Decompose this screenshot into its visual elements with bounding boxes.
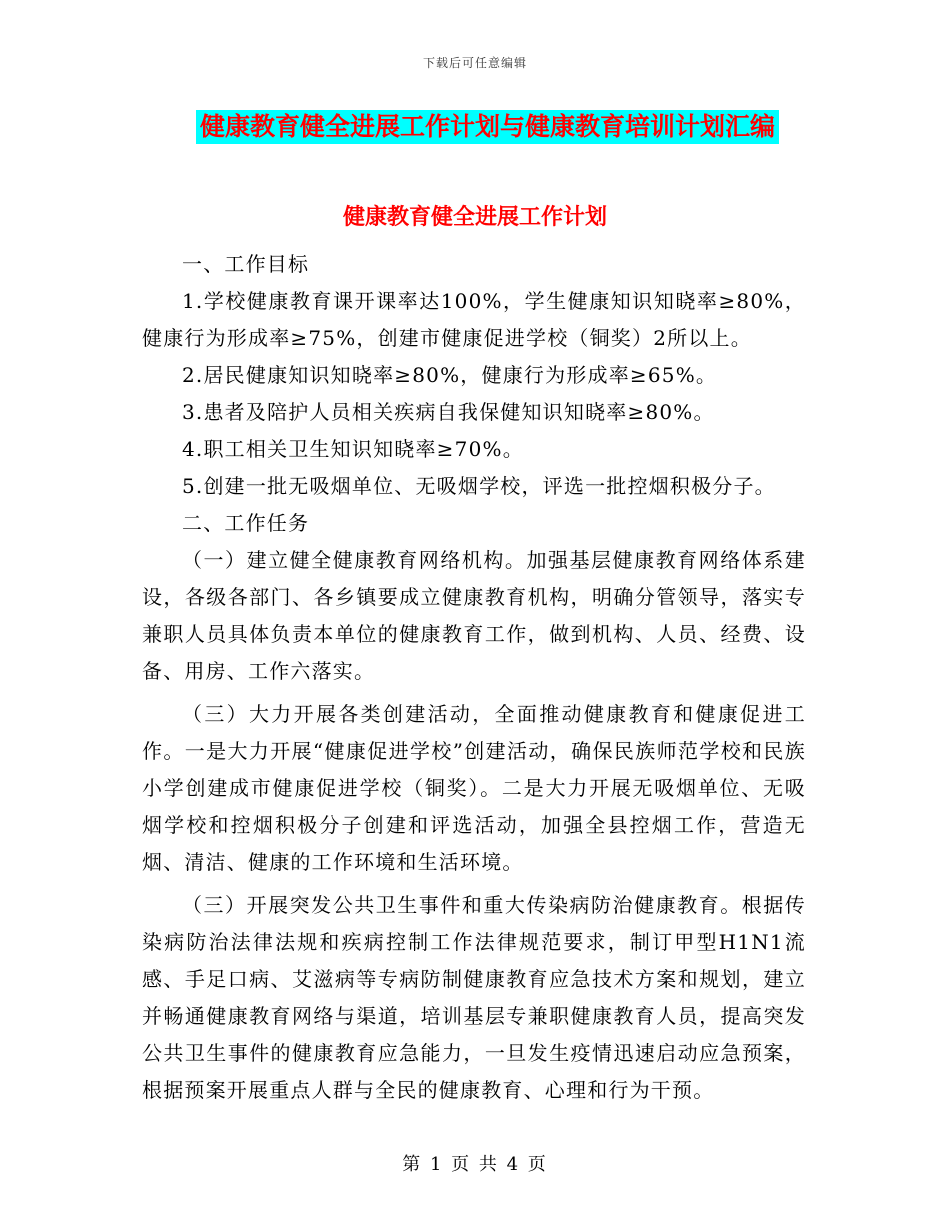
goal-item-4: 4.职工相关卫生知识知晓率≥70%。 xyxy=(182,437,524,461)
goal-item-1: 1.学校健康教育课开课率达100%，学生健康知识知晓率≥80%，健康行为形成率≥75%，创建市健康促进学校（铜奖）2所以上。 xyxy=(142,289,806,350)
document-main-title: 健康教育健全进展工作计划与健康教育培训计划汇编 xyxy=(196,110,779,144)
task-paragraph-2: （三）大力开展各类创建活动，全面推动健康教育和健康促进工作。一是大力开展“健康促进学校”创建活动，确保民族师范学校和民族小学创建成市健康促进学校（铜奖）。二是大力开展无吸烟单位、无吸烟学校和控烟积极分子创建和评选活动，加强全县控烟工作，营造无烟、清洁、健康的工作环境和生活环境。 xyxy=(142,702,806,874)
page-number-footer: 第 1 页 共 4 页 xyxy=(402,1154,548,1175)
header-note: 下载后可任意编辑 xyxy=(422,56,527,70)
goal-item-3: 3.患者及陪护人员相关疾病自我保健知识知晓率≥80%。 xyxy=(182,400,715,424)
goal-item-5: 5.创建一批无吸烟单位、无吸烟学校，评选一批控烟积极分子。 xyxy=(182,474,776,498)
document-body xyxy=(142,246,806,1109)
task-paragraph-1: （一）建立健全健康教育网络机构。加强基层健康教育网络体系建设，各级各部门、各乡镇要成立健康教育机构，明确分管领导，落实专兼职人员具体负责本单位的健康教育工作，做到机构、人员、经费、设备、用房、工作六落实。 xyxy=(142,548,806,683)
heading-work-goals: 一、工作目标 xyxy=(182,252,310,276)
heading-work-tasks: 二、工作任务 xyxy=(182,511,310,535)
goal-item-2: 2.居民健康知识知晓率≥80%，健康行为形成率≥65%。 xyxy=(182,363,718,387)
task-paragraph-3: （三）开展突发公共卫生事件和重大传染病防治健康教育。根据传染病防治法律法规和疾病控制工作法律规范要求，制订甲型H1N1流感、手足口病、艾滋病等专病防制健康教育应急技术方案和规划，建立并畅通健康教育网络与渠道，培训基层专兼职健康教育人员，提高突发公共卫生事件的健康教育应急能力，一旦发生疫情迅速启动应急预案，根据预案开展重点人群与全民的健康教育、心理和行为干预。 xyxy=(142,893,806,1102)
section-title: 健康教育健全进展工作计划 xyxy=(342,204,607,230)
